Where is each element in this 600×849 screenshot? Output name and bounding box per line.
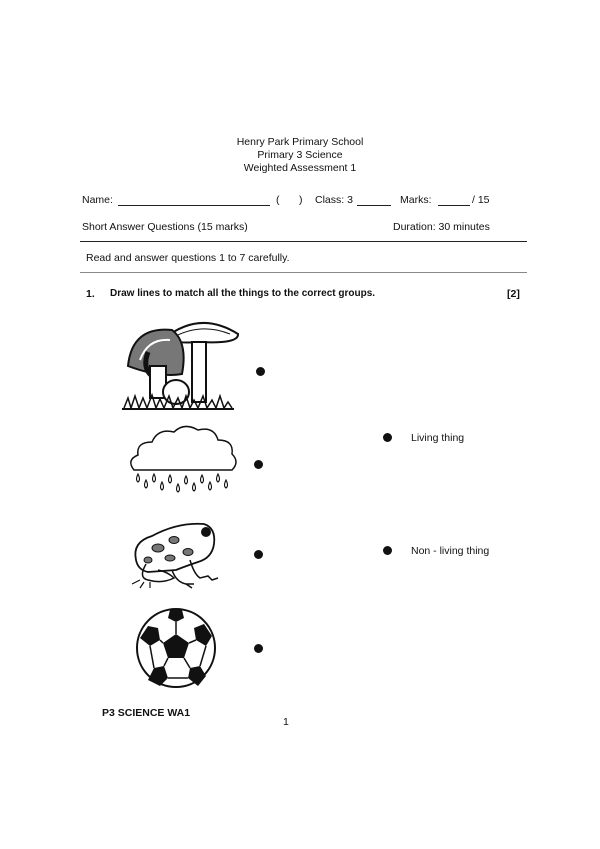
name-blank[interactable] [118,205,270,206]
class-blank[interactable] [357,205,391,206]
subject-title: Primary 3 Science [257,149,343,161]
section-title: Short Answer Questions (15 marks) [82,221,248,233]
group-non-living-dot[interactable] [383,546,392,555]
name-label: Name: [82,194,113,206]
page-number: 1 [283,716,289,728]
marks-blank[interactable] [438,205,470,206]
class-label: Class: 3 [315,194,353,206]
item-3-dot[interactable] [254,550,263,559]
assessment-title: Weighted Assessment 1 [243,162,357,174]
item-1-dot[interactable] [256,367,265,376]
group-living-label: Living thing [411,432,465,444]
group-non-living-label: Non - living thing [411,545,490,557]
footer-code: P3 SCIENCE WA1 [102,707,191,719]
divider [80,272,527,273]
marks-total: / 15 [472,194,490,206]
group-living-dot[interactable] [383,433,392,442]
index-paren-close: ) [299,194,303,206]
marks-label: Marks: [400,194,432,206]
mushroom-icon [120,316,240,414]
frog-icon [128,514,224,590]
item-2-dot[interactable] [254,460,263,469]
question-number: 1. [86,288,95,300]
instructions: Read and answer questions 1 to 7 carefully. [86,252,290,264]
question-marks: [2] [507,288,520,300]
question-text: Draw lines to match all the things to the correct groups. [110,288,376,299]
item-4-dot[interactable] [254,644,263,653]
divider [80,241,527,242]
index-paren-open: ( [276,194,280,206]
rain-cloud-icon [126,422,238,498]
soccer-ball-icon [134,606,218,690]
duration: Duration: 30 minutes [393,221,490,233]
school-name: Henry Park Primary School [236,136,364,148]
